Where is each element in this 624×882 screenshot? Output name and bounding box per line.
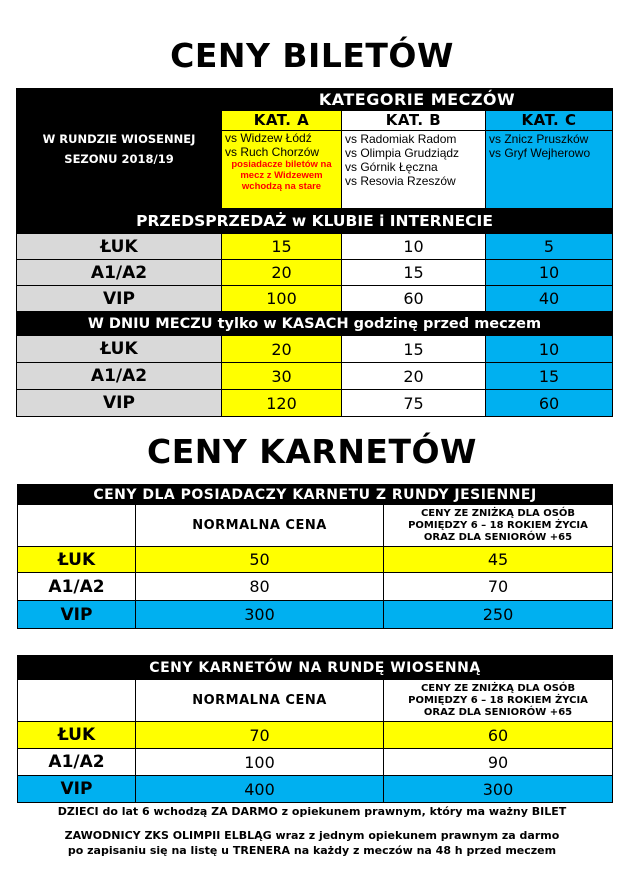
presale-price-c: 40	[486, 286, 613, 312]
category-b-cell	[342, 111, 486, 209]
presale-row-label: ŁUK	[17, 234, 222, 260]
category-b-match-3: vs Górnik Łęczna	[345, 160, 438, 174]
presale-price-b: 10	[342, 234, 486, 260]
passes-table1-discount: 45	[384, 547, 613, 573]
round-label-line2: SEZONU 2018/19	[64, 151, 174, 166]
passes-table1-normal: 300	[136, 601, 384, 629]
passes-table2-row-label: ŁUK	[18, 722, 136, 749]
footer-children-note: DZIECI do lat 6 wchodzą ZA DARMO z opiekunem prawnym, który ma ważny BILET	[57, 805, 567, 818]
presale-header: PRZEDSPRZEDAŻ w KLUBIE i INTERNECIE	[17, 209, 613, 234]
matchday-price-a: 20	[222, 336, 342, 363]
category-c-cell	[486, 111, 613, 209]
presale-price-b: 15	[342, 260, 486, 286]
discount-line-2: POMIĘDZY 6 – 18 ROKIEM ŻYCIA	[408, 694, 588, 706]
presale-row-label: VIP	[17, 286, 222, 312]
matchday-price-a: 30	[222, 363, 342, 390]
matchday-price-c: 15	[486, 363, 613, 390]
presale-row-label: A1/A2	[17, 260, 222, 286]
matchday-price-b: 20	[342, 363, 486, 390]
matchday-header: W DNIU MECZU tylko w KASACH godzinę przed meczem	[17, 312, 613, 336]
presale-price-b: 60	[342, 286, 486, 312]
passes-table2-header: CENY KARNETÓW NA RUNDĘ WIOSENNĄ	[18, 656, 613, 680]
passes-table1-header: CENY DLA POSIADACZY KARNETU Z RUNDY JESIENNEJ	[18, 485, 613, 505]
matchday-price-c: 60	[486, 390, 613, 417]
discount-line-3: ORAZ DLA SENIORÓW +65	[423, 531, 573, 543]
matchday-price-b: 15	[342, 336, 486, 363]
passes-table1-normal: 50	[136, 547, 384, 573]
passes-table2-row-label: A1/A2	[18, 749, 136, 776]
passes-table2-col-discount	[384, 680, 613, 722]
category-a-match-2: vs Ruch Chorzów	[225, 145, 320, 159]
category-c-match-2: vs Gryf Wejherowo	[489, 146, 591, 160]
passes-table1-col-discount	[384, 505, 613, 547]
discount-line-1: CENY ZE ZNIŻKĄ DLA OSÓB	[420, 507, 576, 519]
passes-table1-row-label: A1/A2	[18, 573, 136, 601]
passes-table1-normal: 80	[136, 573, 384, 601]
category-b-name: KAT. B	[342, 111, 485, 131]
passes-title: CENY KARNETÓW	[147, 432, 477, 471]
discount-line-1: CENY ZE ZNIŻKĄ DLA OSÓB	[420, 682, 576, 694]
passes-table2-col-normal: NORMALNA CENA	[136, 680, 384, 722]
passes-table-spring	[17, 655, 613, 803]
round-label-line1: W RUNDZIE WIOSENNEJ	[42, 131, 196, 146]
category-c-name: KAT. C	[486, 111, 612, 131]
passes-table2-empty-corner	[18, 680, 136, 722]
passes-table1-discount: 70	[384, 573, 613, 601]
round-label-cell	[17, 89, 222, 209]
passes-table2-row-label: VIP	[18, 776, 136, 803]
category-c-match-1: vs Znicz Pruszków	[489, 132, 589, 146]
passes-table2-discount: 60	[384, 722, 613, 749]
category-b-match-2: vs Olimpia Grudziądz	[345, 146, 460, 160]
matchday-price-c: 10	[486, 336, 613, 363]
presale-price-c: 10	[486, 260, 613, 286]
passes-table1-row-label: VIP	[18, 601, 136, 629]
passes-table1-col-normal: NORMALNA CENA	[136, 505, 384, 547]
matchday-price-a: 120	[222, 390, 342, 417]
presale-price-a: 15	[222, 234, 342, 260]
category-b-match-1: vs Radomiak Radom	[345, 132, 457, 146]
matchday-price-b: 75	[342, 390, 486, 417]
footer-players-note-2: po zapisaniu się na listę u TRENERA na każdy z meczów na 48 h przed meczem	[67, 844, 557, 857]
passes-table2-normal: 100	[136, 749, 384, 776]
categories-header: KATEGORIE MECZÓW	[222, 89, 613, 111]
category-a-cell	[222, 111, 342, 209]
category-b-match-4: vs Resovia Rzeszów	[345, 174, 456, 188]
presale-price-c: 5	[486, 234, 613, 260]
presale-price-a: 20	[222, 260, 342, 286]
presale-price-a: 100	[222, 286, 342, 312]
category-a-match-1: vs Widzew Łódź	[225, 131, 312, 145]
matchday-row-label: A1/A2	[17, 363, 222, 390]
category-a-name: KAT. A	[222, 111, 341, 131]
passes-table-autumn-holders	[17, 484, 613, 629]
passes-table1-row-label: ŁUK	[18, 547, 136, 573]
passes-table2-normal: 70	[136, 722, 384, 749]
passes-table2-normal: 400	[136, 776, 384, 803]
passes-table2-discount: 300	[384, 776, 613, 803]
passes-table1-discount: 250	[384, 601, 613, 629]
footer-players-note-1: ZAWODNICY ZKS OLIMPII ELBLĄG wraz z jednym opiekunem prawnym za darmo	[64, 829, 560, 842]
discount-line-2: POMIĘDZY 6 – 18 ROKIEM ŻYCIA	[408, 519, 588, 531]
matchday-row-label: VIP	[17, 390, 222, 417]
discount-line-3: ORAZ DLA SENIORÓW +65	[423, 706, 573, 718]
matchday-row-label: ŁUK	[17, 336, 222, 363]
passes-table1-empty-corner	[18, 505, 136, 547]
tickets-table	[16, 88, 613, 417]
passes-table2-discount: 90	[384, 749, 613, 776]
category-a-note: posiadacze biletów na mecz z Widzewem wchodzą na stare	[231, 159, 332, 192]
tickets-title: CENY BILETÓW	[170, 36, 454, 75]
